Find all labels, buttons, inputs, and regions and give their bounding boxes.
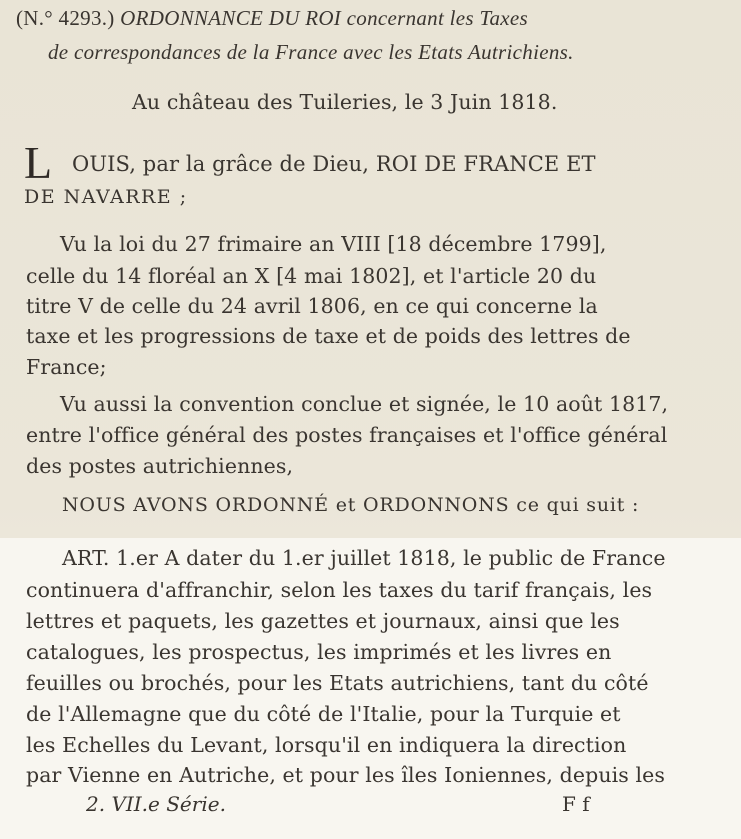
- dateline: Au château des Tuileries, le 3 Juin 1818.: [132, 90, 558, 114]
- vu1-line-4: taxe et les progressions de taxe et de poids des lettres de: [26, 324, 631, 348]
- signature-mark-right: F f: [562, 792, 590, 816]
- vu1-line-1: Vu la loi du 27 frimaire an VIII [18 décembre 1799],: [60, 232, 607, 256]
- art1-line-7: les Echelles du Levant, lorsqu'il en indiquera la direction: [26, 733, 627, 757]
- drop-capital: L: [24, 137, 53, 188]
- art1-line-1: ART. 1.er A dater du 1.er juillet 1818, le public de France: [62, 546, 666, 570]
- art1-line-5: feuilles ou brochés, pour les Etats autrichiens, tant du côté: [26, 671, 649, 695]
- art1-line-6: de l'Allemagne que du côté de l'Italie, pour la Turquie et: [26, 702, 621, 726]
- header-line-2: de correspondances de la France avec les Etats Autrichiens.: [48, 40, 574, 64]
- vu2-line-1: Vu aussi la convention conclue et signée, le 10 août 1817,: [60, 392, 669, 416]
- preamble-line-2: DE NAVARRE ;: [24, 186, 188, 208]
- art1-line-8: par Vienne en Autriche, et pour les îles Ioniennes, depuis les: [26, 763, 666, 787]
- vu2-line-2: entre l'office général des postes françaises et l'office général: [26, 423, 668, 447]
- vu1-line-2: celle du 14 floréal an X [4 mai 1802], et l'article 20 du: [26, 264, 597, 288]
- vu2-line-3: des postes autrichiennes,: [26, 454, 294, 478]
- vu1-line-5: France;: [26, 355, 107, 379]
- ordinance-title: ORDONNANCE DU ROI concernant les Taxes: [120, 6, 529, 30]
- art1-line-2: continuera d'affranchir, selon les taxes du tarif français, les: [26, 578, 653, 602]
- art1-line-3: lettres et paquets, les gazettes et journaux, ainsi que les: [26, 609, 620, 633]
- ordonne-line: NOUS AVONS ORDONNÉ et ORDONNONS ce qui suit :: [62, 494, 640, 516]
- preamble-line-1: OUIS, par la grâce de Dieu, ROI DE FRANCE ET: [72, 152, 596, 176]
- art1-line-4: catalogues, les prospectus, les imprimés et les livres en: [26, 640, 612, 664]
- signature-mark-left: 2. VII.e Série.: [86, 792, 226, 816]
- vu1-line-3: titre V de celle du 24 avril 1806, en ce qui concerne la: [26, 294, 598, 318]
- ordinance-number: (N.° 4293.): [16, 6, 115, 30]
- header-line-1: [16, 8, 528, 29]
